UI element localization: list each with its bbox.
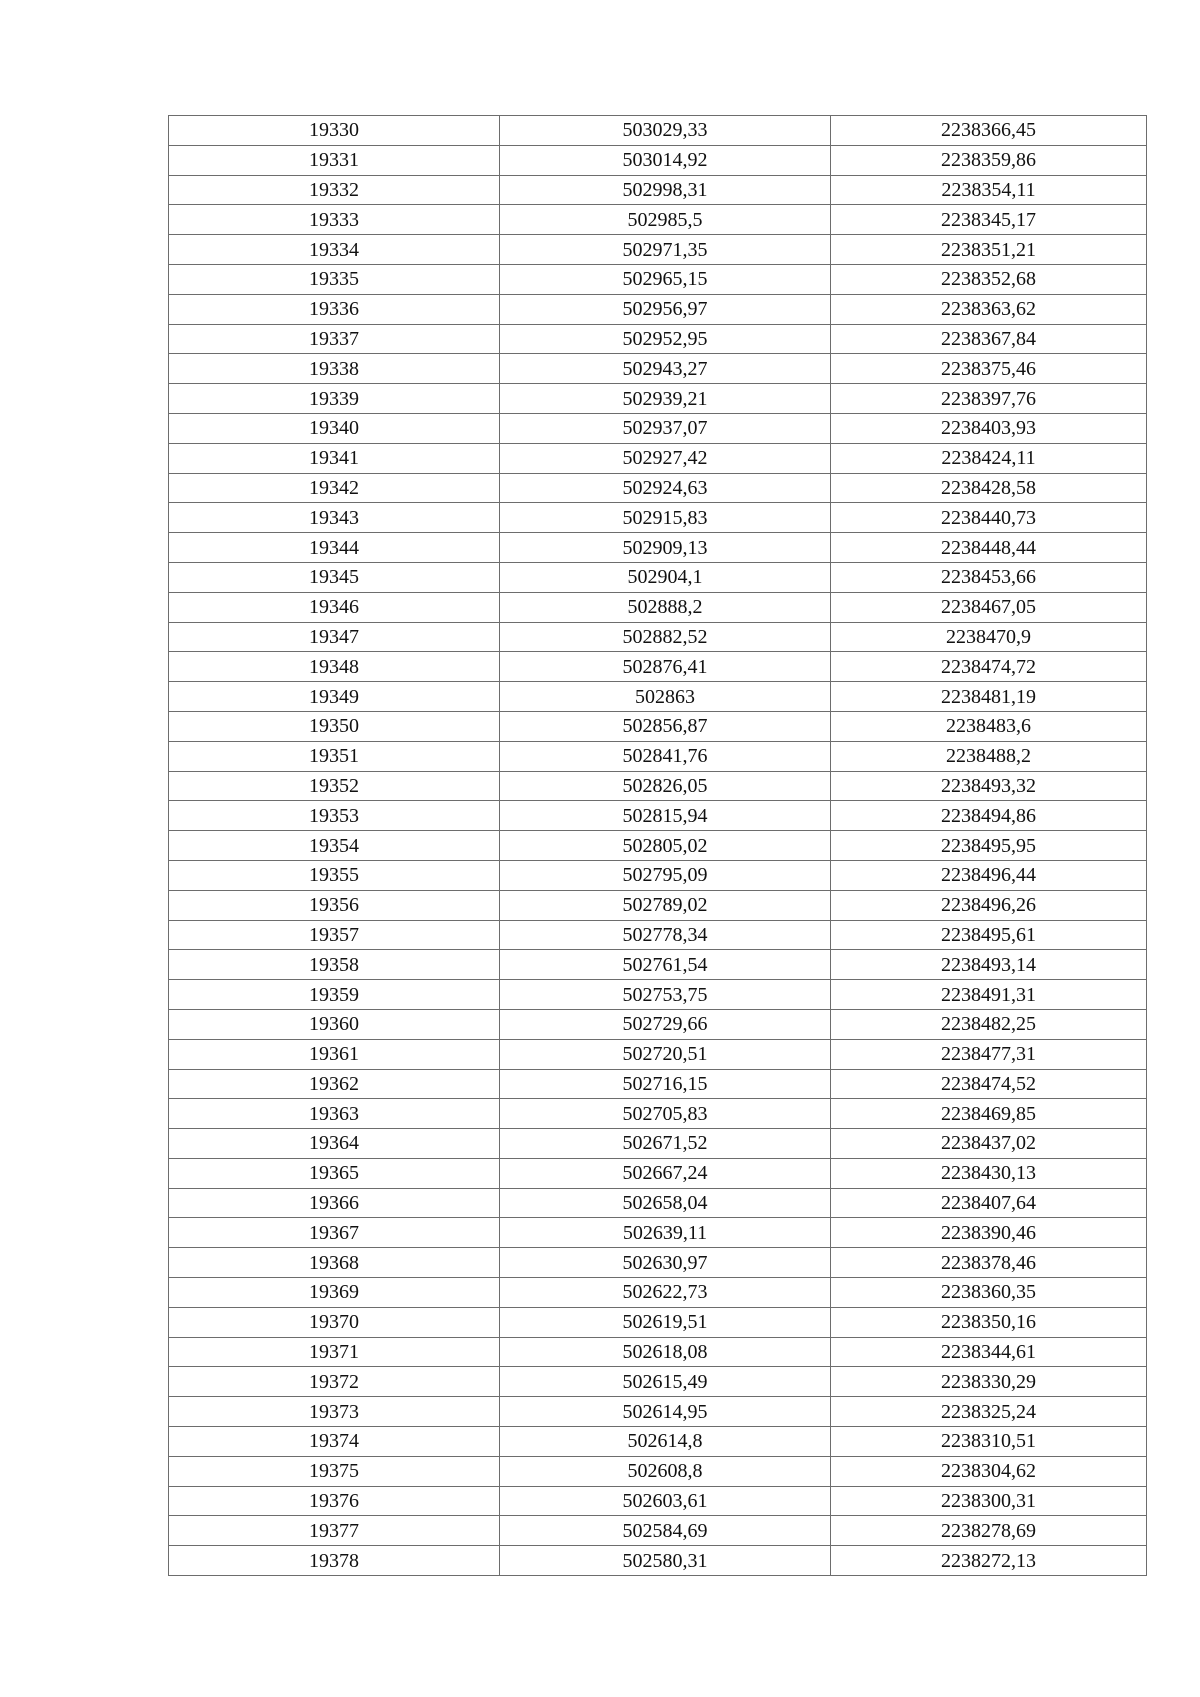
point-number-cell: 19356	[169, 890, 500, 920]
x-coordinate-cell: 502841,76	[500, 741, 831, 771]
x-coordinate-cell: 502619,51	[500, 1307, 831, 1337]
x-coordinate-cell: 502939,21	[500, 384, 831, 414]
point-number-cell: 19374	[169, 1427, 500, 1457]
table-row	[169, 354, 1147, 384]
coordinates-table-body	[169, 116, 1147, 1576]
point-number-cell: 19364	[169, 1129, 500, 1159]
point-number-cell: 19330	[169, 116, 500, 146]
x-coordinate-cell: 502618,08	[500, 1337, 831, 1367]
point-number-cell: 19351	[169, 741, 500, 771]
table-row	[169, 1486, 1147, 1516]
y-coordinate-cell: 2238474,52	[831, 1069, 1147, 1099]
table-row	[169, 443, 1147, 473]
table-row	[169, 473, 1147, 503]
x-coordinate-cell: 502615,49	[500, 1367, 831, 1397]
x-coordinate-cell: 502888,2	[500, 592, 831, 622]
point-number-cell: 19366	[169, 1188, 500, 1218]
x-coordinate-cell: 502603,61	[500, 1486, 831, 1516]
y-coordinate-cell: 2238366,45	[831, 116, 1147, 146]
table-row	[169, 592, 1147, 622]
table-row	[169, 682, 1147, 712]
y-coordinate-cell: 2238424,11	[831, 443, 1147, 473]
y-coordinate-cell: 2238488,2	[831, 741, 1147, 771]
x-coordinate-cell: 502667,24	[500, 1158, 831, 1188]
x-coordinate-cell: 502720,51	[500, 1039, 831, 1069]
point-number-cell: 19372	[169, 1367, 500, 1397]
y-coordinate-cell: 2238310,51	[831, 1427, 1147, 1457]
y-coordinate-cell: 2238397,76	[831, 384, 1147, 414]
x-coordinate-cell: 502998,31	[500, 175, 831, 205]
x-coordinate-cell: 502904,1	[500, 562, 831, 592]
table-row	[169, 1039, 1147, 1069]
point-number-cell: 19353	[169, 801, 500, 831]
y-coordinate-cell: 2238430,13	[831, 1158, 1147, 1188]
table-row	[169, 1427, 1147, 1457]
y-coordinate-cell: 2238428,58	[831, 473, 1147, 503]
y-coordinate-cell: 2238496,26	[831, 890, 1147, 920]
x-coordinate-cell: 502630,97	[500, 1248, 831, 1278]
point-number-cell: 19373	[169, 1397, 500, 1427]
point-number-cell: 19343	[169, 503, 500, 533]
table-row	[169, 1516, 1147, 1546]
table-row	[169, 1158, 1147, 1188]
x-coordinate-cell: 502778,34	[500, 920, 831, 950]
point-number-cell: 19338	[169, 354, 500, 384]
table-row	[169, 1069, 1147, 1099]
table-row	[169, 741, 1147, 771]
y-coordinate-cell: 2238352,68	[831, 264, 1147, 294]
x-coordinate-cell: 502882,52	[500, 622, 831, 652]
x-coordinate-cell: 502943,27	[500, 354, 831, 384]
point-number-cell: 19352	[169, 771, 500, 801]
x-coordinate-cell: 503029,33	[500, 116, 831, 146]
y-coordinate-cell: 2238481,19	[831, 682, 1147, 712]
point-number-cell: 19334	[169, 235, 500, 265]
point-number-cell: 19347	[169, 622, 500, 652]
x-coordinate-cell: 502622,73	[500, 1278, 831, 1308]
y-coordinate-cell: 2238493,14	[831, 950, 1147, 980]
table-row	[169, 1307, 1147, 1337]
x-coordinate-cell: 502671,52	[500, 1129, 831, 1159]
y-coordinate-cell: 2238350,16	[831, 1307, 1147, 1337]
point-number-cell: 19362	[169, 1069, 500, 1099]
y-coordinate-cell: 2238330,29	[831, 1367, 1147, 1397]
x-coordinate-cell: 502927,42	[500, 443, 831, 473]
point-number-cell: 19369	[169, 1278, 500, 1308]
x-coordinate-cell: 502815,94	[500, 801, 831, 831]
table-row	[169, 1009, 1147, 1039]
x-coordinate-cell: 502856,87	[500, 711, 831, 741]
point-number-cell: 19345	[169, 562, 500, 592]
y-coordinate-cell: 2238359,86	[831, 145, 1147, 175]
x-coordinate-cell: 502937,07	[500, 413, 831, 443]
point-number-cell: 19365	[169, 1158, 500, 1188]
x-coordinate-cell: 502584,69	[500, 1516, 831, 1546]
y-coordinate-cell: 2238378,46	[831, 1248, 1147, 1278]
point-number-cell: 19375	[169, 1456, 500, 1486]
x-coordinate-cell: 502614,8	[500, 1427, 831, 1457]
x-coordinate-cell: 503014,92	[500, 145, 831, 175]
table-row	[169, 1129, 1147, 1159]
table-row	[169, 801, 1147, 831]
point-number-cell: 19342	[169, 473, 500, 503]
y-coordinate-cell: 2238496,44	[831, 860, 1147, 890]
y-coordinate-cell: 2238494,86	[831, 801, 1147, 831]
point-number-cell: 19377	[169, 1516, 500, 1546]
table-row	[169, 831, 1147, 861]
x-coordinate-cell: 502580,31	[500, 1546, 831, 1576]
x-coordinate-cell: 502863	[500, 682, 831, 712]
table-row	[169, 562, 1147, 592]
y-coordinate-cell: 2238483,6	[831, 711, 1147, 741]
y-coordinate-cell: 2238474,72	[831, 652, 1147, 682]
table-row	[169, 533, 1147, 563]
table-row	[169, 1188, 1147, 1218]
point-number-cell: 19348	[169, 652, 500, 682]
y-coordinate-cell: 2238363,62	[831, 294, 1147, 324]
x-coordinate-cell: 502789,02	[500, 890, 831, 920]
table-row	[169, 652, 1147, 682]
y-coordinate-cell: 2238407,64	[831, 1188, 1147, 1218]
x-coordinate-cell: 502971,35	[500, 235, 831, 265]
x-coordinate-cell: 502876,41	[500, 652, 831, 682]
x-coordinate-cell: 502805,02	[500, 831, 831, 861]
table-row	[169, 1546, 1147, 1576]
x-coordinate-cell: 502753,75	[500, 980, 831, 1010]
x-coordinate-cell: 502965,15	[500, 264, 831, 294]
x-coordinate-cell: 502761,54	[500, 950, 831, 980]
y-coordinate-cell: 2238477,31	[831, 1039, 1147, 1069]
point-number-cell: 19370	[169, 1307, 500, 1337]
table-row	[169, 264, 1147, 294]
point-number-cell: 19367	[169, 1218, 500, 1248]
table-row	[169, 860, 1147, 890]
point-number-cell: 19376	[169, 1486, 500, 1516]
y-coordinate-cell: 2238493,32	[831, 771, 1147, 801]
y-coordinate-cell: 2238495,61	[831, 920, 1147, 950]
point-number-cell: 19350	[169, 711, 500, 741]
table-row	[169, 1099, 1147, 1129]
y-coordinate-cell: 2238325,24	[831, 1397, 1147, 1427]
table-row	[169, 1278, 1147, 1308]
point-number-cell: 19344	[169, 533, 500, 563]
point-number-cell: 19378	[169, 1546, 500, 1576]
table-row	[169, 413, 1147, 443]
point-number-cell: 19354	[169, 831, 500, 861]
x-coordinate-cell: 502705,83	[500, 1099, 831, 1129]
y-coordinate-cell: 2238448,44	[831, 533, 1147, 563]
y-coordinate-cell: 2238482,25	[831, 1009, 1147, 1039]
table-row	[169, 1248, 1147, 1278]
y-coordinate-cell: 2238354,11	[831, 175, 1147, 205]
point-number-cell: 19371	[169, 1337, 500, 1367]
y-coordinate-cell: 2238272,13	[831, 1546, 1147, 1576]
x-coordinate-cell: 502614,95	[500, 1397, 831, 1427]
y-coordinate-cell: 2238345,17	[831, 205, 1147, 235]
point-number-cell: 19340	[169, 413, 500, 443]
table-row	[169, 950, 1147, 980]
x-coordinate-cell: 502952,95	[500, 324, 831, 354]
y-coordinate-cell: 2238300,31	[831, 1486, 1147, 1516]
y-coordinate-cell: 2238469,85	[831, 1099, 1147, 1129]
point-number-cell: 19333	[169, 205, 500, 235]
table-row	[169, 920, 1147, 950]
point-number-cell: 19359	[169, 980, 500, 1010]
point-number-cell: 19339	[169, 384, 500, 414]
table-row	[169, 235, 1147, 265]
point-number-cell: 19332	[169, 175, 500, 205]
y-coordinate-cell: 2238367,84	[831, 324, 1147, 354]
x-coordinate-cell: 502985,5	[500, 205, 831, 235]
y-coordinate-cell: 2238344,61	[831, 1337, 1147, 1367]
point-number-cell: 19361	[169, 1039, 500, 1069]
point-number-cell: 19358	[169, 950, 500, 980]
table-row	[169, 145, 1147, 175]
table-row	[169, 1456, 1147, 1486]
y-coordinate-cell: 2238440,73	[831, 503, 1147, 533]
point-number-cell: 19357	[169, 920, 500, 950]
y-coordinate-cell: 2238467,05	[831, 592, 1147, 622]
x-coordinate-cell: 502909,13	[500, 533, 831, 563]
point-number-cell: 19331	[169, 145, 500, 175]
table-row	[169, 175, 1147, 205]
table-row	[169, 1367, 1147, 1397]
table-row	[169, 205, 1147, 235]
point-number-cell: 19368	[169, 1248, 500, 1278]
table-row	[169, 324, 1147, 354]
x-coordinate-cell: 502639,11	[500, 1218, 831, 1248]
x-coordinate-cell: 502608,8	[500, 1456, 831, 1486]
y-coordinate-cell: 2238375,46	[831, 354, 1147, 384]
point-number-cell: 19341	[169, 443, 500, 473]
point-number-cell: 19355	[169, 860, 500, 890]
x-coordinate-cell: 502826,05	[500, 771, 831, 801]
x-coordinate-cell: 502658,04	[500, 1188, 831, 1218]
table-row	[169, 980, 1147, 1010]
y-coordinate-cell: 2238278,69	[831, 1516, 1147, 1546]
point-number-cell: 19349	[169, 682, 500, 712]
point-number-cell: 19363	[169, 1099, 500, 1129]
x-coordinate-cell: 502716,15	[500, 1069, 831, 1099]
x-coordinate-cell: 502795,09	[500, 860, 831, 890]
y-coordinate-cell: 2238491,31	[831, 980, 1147, 1010]
y-coordinate-cell: 2238470,9	[831, 622, 1147, 652]
table-row	[169, 503, 1147, 533]
x-coordinate-cell: 502915,83	[500, 503, 831, 533]
table-row	[169, 622, 1147, 652]
table-row	[169, 1337, 1147, 1367]
x-coordinate-cell: 502956,97	[500, 294, 831, 324]
table-row	[169, 1397, 1147, 1427]
y-coordinate-cell: 2238437,02	[831, 1129, 1147, 1159]
x-coordinate-cell: 502729,66	[500, 1009, 831, 1039]
table-row	[169, 771, 1147, 801]
table-row	[169, 1218, 1147, 1248]
table-row	[169, 116, 1147, 146]
x-coordinate-cell: 502924,63	[500, 473, 831, 503]
point-number-cell: 19336	[169, 294, 500, 324]
point-number-cell: 19337	[169, 324, 500, 354]
y-coordinate-cell: 2238390,46	[831, 1218, 1147, 1248]
coordinates-table	[168, 115, 1147, 1576]
point-number-cell: 19335	[169, 264, 500, 294]
y-coordinate-cell: 2238403,93	[831, 413, 1147, 443]
table-row	[169, 294, 1147, 324]
y-coordinate-cell: 2238304,62	[831, 1456, 1147, 1486]
y-coordinate-cell: 2238453,66	[831, 562, 1147, 592]
y-coordinate-cell: 2238351,21	[831, 235, 1147, 265]
table-row	[169, 890, 1147, 920]
y-coordinate-cell: 2238360,35	[831, 1278, 1147, 1308]
point-number-cell: 19346	[169, 592, 500, 622]
y-coordinate-cell: 2238495,95	[831, 831, 1147, 861]
table-row	[169, 384, 1147, 414]
table-row	[169, 711, 1147, 741]
point-number-cell: 19360	[169, 1009, 500, 1039]
